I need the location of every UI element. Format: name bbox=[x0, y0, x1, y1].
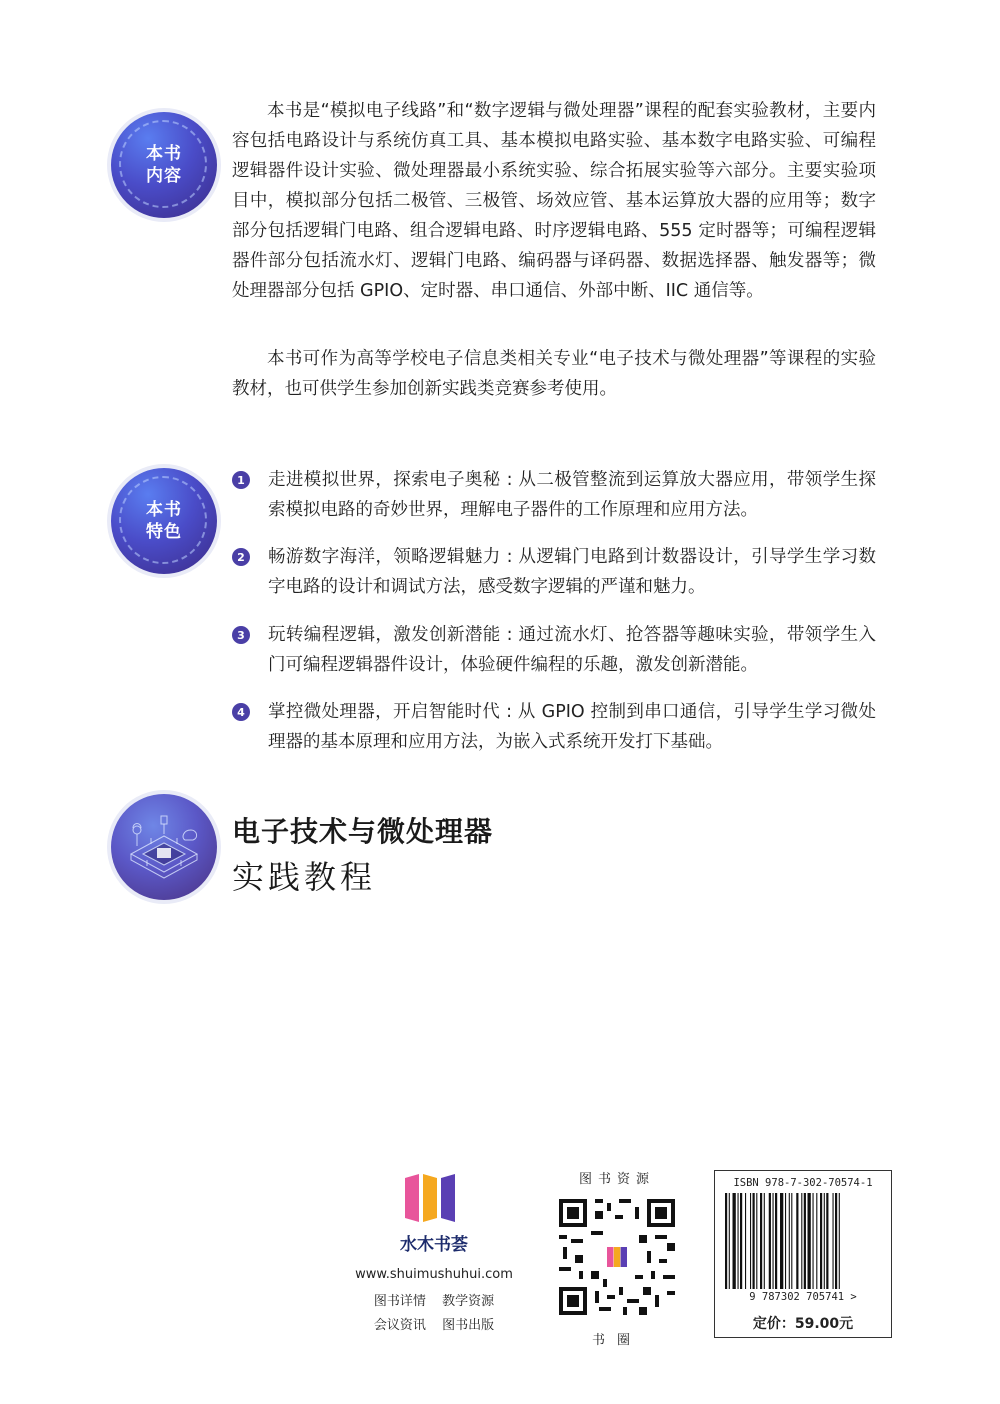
barcode-bar bbox=[738, 1193, 739, 1289]
link-teaching-resources: 教学资源 bbox=[442, 1294, 495, 1309]
barcode-bar bbox=[820, 1193, 822, 1289]
barcode-bar bbox=[791, 1193, 792, 1289]
link-book-details: 图书详情 bbox=[373, 1294, 426, 1309]
feature-item-1 bbox=[232, 465, 876, 525]
qr-code-icon bbox=[559, 1199, 675, 1315]
publisher-links bbox=[336, 1290, 532, 1338]
barcode-bar bbox=[833, 1193, 834, 1289]
barcode-bar bbox=[801, 1193, 802, 1289]
content-badge bbox=[111, 112, 217, 218]
feature-number: 3 bbox=[232, 626, 250, 644]
barcode-bar bbox=[826, 1193, 828, 1289]
barcode-bar bbox=[789, 1193, 790, 1289]
publisher-name: 水木书荟 bbox=[400, 1235, 468, 1255]
barcode-bar bbox=[804, 1193, 806, 1289]
barcode-bar bbox=[785, 1193, 786, 1289]
feature-text: 畅游数字海洋，领略逻辑魅力 : 从逻辑门电路到计数器设计，引导学生学习数字电路的设计和调试方法，感受数字逻辑的严谨和魅力。 bbox=[268, 547, 876, 597]
badge-text bbox=[111, 112, 217, 218]
feature-item-2 bbox=[232, 542, 876, 602]
chip-icon bbox=[111, 794, 217, 900]
badge-line-2: 特色 bbox=[146, 522, 182, 542]
feature-text: 玩转编程逻辑，激发创新潜能 : 通过流水灯、抢答器等趣味实验，带领学生入门可编程逻辑器件设计，体验硬件编程的乐趣，激发创新潜能。 bbox=[268, 625, 876, 675]
qr-block bbox=[552, 1168, 682, 1348]
feature-text: 走进模拟世界，探索电子奥秘 : 从二极管整流到运算放大器应用，带领学生探索模拟电路的奇妙世界，理解电子器件的工作原理和应用方法。 bbox=[268, 470, 876, 520]
badge-line-1: 本书 bbox=[146, 144, 182, 164]
barcode-digits: 9 787302 705741 > bbox=[749, 1291, 857, 1303]
publisher-logo-icon bbox=[399, 1172, 469, 1224]
barcode-bar bbox=[756, 1193, 757, 1289]
feature-item-3 bbox=[232, 620, 876, 680]
feature-item-4 bbox=[232, 697, 876, 757]
badge-line-1: 本书 bbox=[146, 500, 182, 520]
circuit-illustration-icon bbox=[111, 794, 217, 900]
feature-number: 4 bbox=[232, 703, 250, 721]
barcode-box bbox=[714, 1170, 892, 1338]
barcode-icon bbox=[723, 1193, 883, 1289]
barcode-bar bbox=[796, 1193, 798, 1289]
barcode-bar bbox=[753, 1193, 755, 1289]
barcode-bar bbox=[769, 1193, 771, 1289]
qr-bottom-label: 书圈 bbox=[591, 1333, 642, 1348]
link-book-publishing: 图书出版 bbox=[442, 1318, 495, 1333]
barcode-bar bbox=[773, 1193, 774, 1289]
barcode-bar bbox=[750, 1193, 751, 1289]
content-paragraph-2: 本书可作为高等学校电子信息类相关专业“电子技术与微处理器”等课程的实验教材，也可供学生参加创新实践类竞赛参考使用。 bbox=[232, 349, 876, 399]
badge-line-2: 内容 bbox=[146, 166, 182, 186]
feature-text: 掌控微处理器，开启智能时代 : 从 GPIO 控制到串口通信，引导学生学习微处理器的基本原理和应用方法，为嵌入式系统开发打下基础。 bbox=[268, 702, 876, 752]
barcode-bar bbox=[764, 1193, 765, 1289]
price-label: 定价：59.00元 bbox=[752, 1316, 854, 1332]
barcode-bar bbox=[745, 1193, 746, 1289]
barcode-bar bbox=[839, 1193, 840, 1289]
qr-top-label: 图书资源 bbox=[578, 1172, 655, 1187]
publisher-block bbox=[336, 1172, 532, 1338]
barcode-bar bbox=[808, 1193, 811, 1289]
barcode-bar bbox=[835, 1193, 837, 1289]
barcode-bar bbox=[813, 1193, 814, 1289]
barcode-bar bbox=[816, 1193, 817, 1289]
feature-number: 2 bbox=[232, 548, 250, 566]
book-title: 电子技术与微处理器 bbox=[232, 815, 494, 848]
isbn-text: ISBN 978-7-302-70574-1 bbox=[733, 1177, 873, 1189]
barcode-bar bbox=[729, 1193, 730, 1289]
barcode-bar bbox=[775, 1193, 777, 1289]
features-badge bbox=[111, 468, 217, 574]
barcode-bar bbox=[760, 1193, 762, 1289]
barcode-bar bbox=[725, 1193, 727, 1289]
barcode-bar bbox=[740, 1193, 742, 1289]
feature-number: 1 bbox=[232, 471, 250, 489]
link-conference-news: 会议资讯 bbox=[373, 1318, 426, 1333]
book-subtitle: 实践教程 bbox=[232, 858, 377, 896]
badge-text bbox=[111, 468, 217, 574]
content-paragraph-1: 本书是“模拟电子线路”和“数字逻辑与微处理器”课程的配套实验教材，主要内容包括电路设计与系统仿真工具、基本模拟电路实验、基本数字电路实验、可编程逻辑器件设计实验、微处理器最小系统实验、综合拓展实验等六部分。主要实验项目中，模拟部分包括二极管、三极管、场效应管、基本运算放大器的应用等；数字部分包括逻辑门电路、组合逻辑电路、时序逻辑电路、555 定时器等；可编程逻辑器件部分包括流水灯、逻辑门电路、编码器与译码器、数据选择器、触发器等；微处理器部分包括 GPIO、定时器、串口通信、外部中断、IIC 通信等。 bbox=[232, 101, 876, 301]
barcode-bar bbox=[733, 1193, 736, 1289]
barcode-bar bbox=[824, 1193, 825, 1289]
barcode-bar bbox=[780, 1193, 783, 1289]
publisher-url: www.shuimushuhui.com bbox=[355, 1267, 513, 1282]
